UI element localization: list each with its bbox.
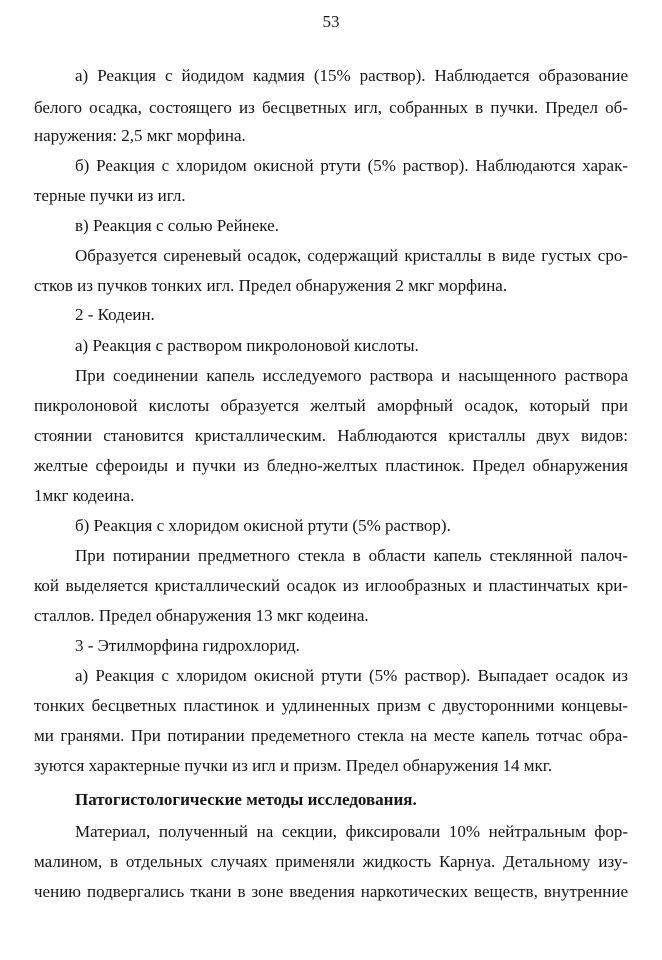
text-line: желтые сфероиды и пучки из бледно-желтых пластинок. Предел обнаружения <box>34 456 628 475</box>
text-line: Материал, полученный на секции, фиксировали 10% нейтральным фор- <box>75 822 628 841</box>
text-line: чению подвергались ткани в зоне введения наркотических веществ, внутренние <box>34 882 628 901</box>
text-line: в) Реакция с солью Рейнеке. <box>75 216 279 235</box>
text-line: стоянии становится кристаллическим. Наблюдаются кристаллы двух видов: <box>34 426 628 445</box>
text-line: сталлов. Предел обнаружения 13 мкг кодеина. <box>34 606 369 625</box>
text-line: б) Реакция с хлоридом окисной ртути (5% раствор). <box>75 516 451 535</box>
text-line: ми гранями. При потирании предеметного стекла на месте капель тотчас обра- <box>34 726 628 745</box>
text-line: терные пучки из игл. <box>34 186 186 205</box>
text-line: малином, в отдельных случаях применяли жидкость Карнуа. Детальному изу- <box>34 852 628 871</box>
text-line: Образуется сиреневый осадок, содержащий кристаллы в виде густых сро- <box>75 246 628 265</box>
section-heading: 3 - Этилморфина гидрохлорид. <box>75 636 300 655</box>
text-line: наружения: 2,5 мкг морфина. <box>34 126 246 145</box>
section-title: Патогистологические методы исследования. <box>75 790 417 809</box>
text-line: кой выделяется кристаллический осадок из иглообразных и пластинчатых кри- <box>34 576 628 595</box>
section-heading: 2 - Кодеин. <box>75 305 155 324</box>
text-line: а) Реакция с хлоридом окисной ртути (5% раствор). Выпадает осадок из <box>75 666 628 685</box>
text-line: зуются характерные пучки из игл и призм. Предел обнаружения 14 мкг. <box>34 756 553 775</box>
text-line: а) Реакция с раствором пикролоновой кислоты. <box>75 336 419 355</box>
text-line: тонких бесцветных пластинок и удлиненных призм с двусторонними концевы- <box>34 696 628 715</box>
text-line: пикролоновой кислоты образуется желтый аморфный осадок, который при <box>34 396 628 415</box>
page-number: 53 <box>322 12 340 31</box>
text-line: стков из пучков тонких игл. Предел обнаружения 2 мкг морфина. <box>34 276 508 295</box>
text-line: белого осадка, состоящего из бесцветных игл, собранных в пучки. Предел об- <box>34 98 628 117</box>
text-line: а) Реакция с йодидом кадмия (15% раствор). Наблюдается образование <box>75 66 628 85</box>
text-line: 1мкг кодеина. <box>34 486 135 505</box>
text-line: При соединении капель исследуемого раствора и насыщенного раствора <box>75 366 628 385</box>
text-line: б) Реакция с хлоридом окисной ртути (5% раствор). Наблюдаются харак- <box>75 156 628 175</box>
text-line: При потирании предметного стекла в области капель стеклянной палоч- <box>75 546 628 565</box>
